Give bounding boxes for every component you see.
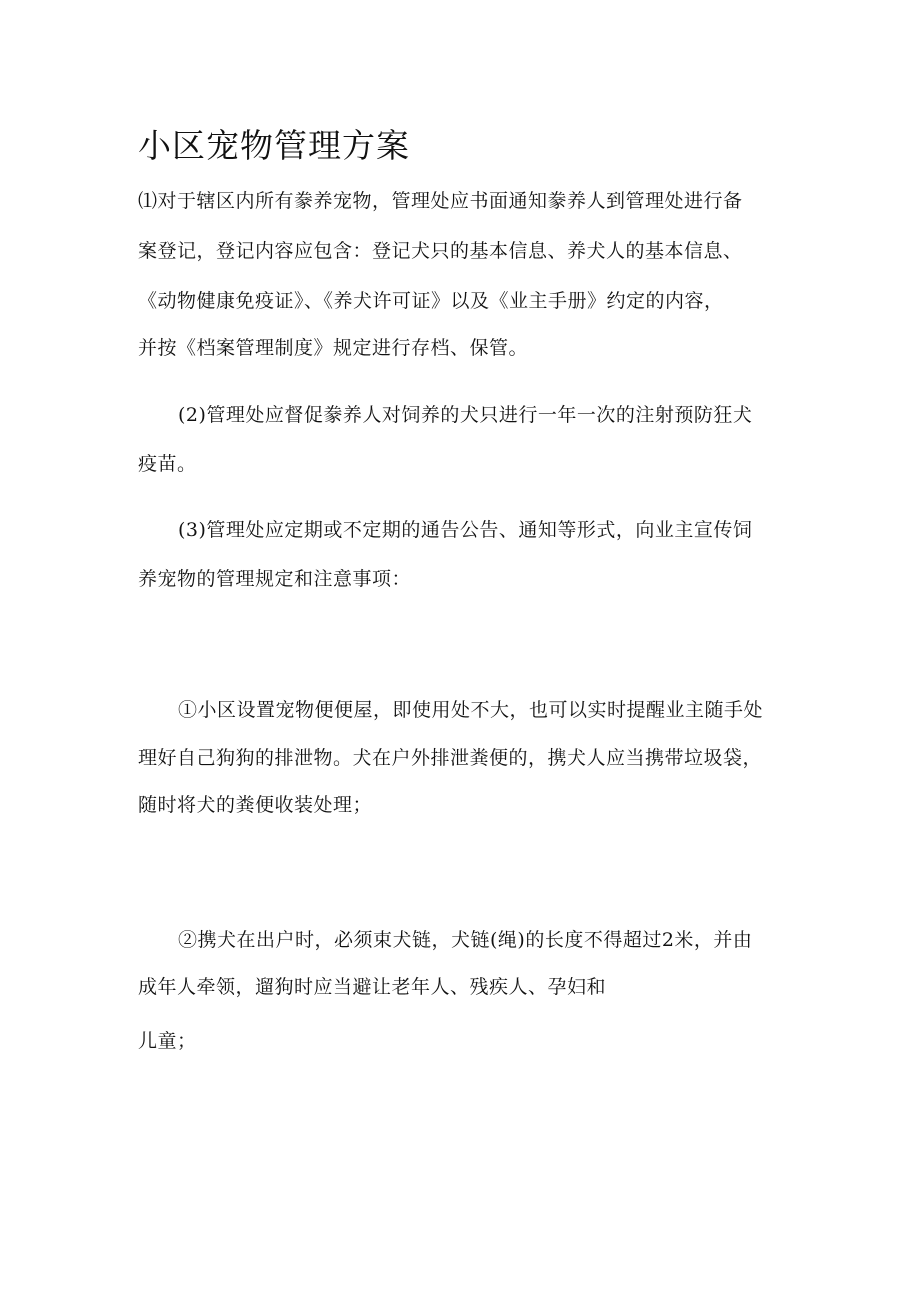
paragraph-1-line-1: ⑴对于辖区内所有豢养宠物，管理处应书面通知豢养人到管理处进行备 — [138, 190, 743, 212]
paragraph-2-line-2: 疫苗。 — [138, 453, 197, 475]
paragraph-5-line-1: ②携犬在出户时，必须束犬链，犬链(绳)的长度不得超过2米，并由 — [178, 929, 753, 951]
paragraph-5-line-3: 儿童； — [138, 1030, 197, 1052]
paragraph-1-line-3: 《动物健康免疫证》、《养犬许可证》以及《业主手册》约定的内容， — [138, 290, 724, 312]
paragraph-4-line-3: 随时将犬的粪便收装处理； — [138, 794, 373, 816]
paragraph-3-line-1: (3)管理处应定期或不定期的通告公告、通知等形式，向业主宣传饲 — [178, 519, 753, 541]
document-title: 小区宠物管理方案 — [138, 126, 410, 165]
paragraph-2-line-1: (2)管理处应督促豢养人对饲养的犬只进行一年一次的注射预防狂犬 — [178, 404, 753, 426]
paragraph-1-line-2: 案登记，登记内容应包含：登记犬只的基本信息、养犬人的基本信息、 — [138, 240, 743, 262]
paragraph-4-line-1: ①小区设置宠物便便屋，即使用处不大，也可以实时提醒业主随手处 — [178, 699, 764, 721]
paragraph-3-line-2: 养宠物的管理规定和注意事项： — [138, 568, 412, 590]
paragraph-5-line-2: 成年人牵领，遛狗时应当避让老年人、残疾人、孕妇和 — [138, 976, 607, 998]
paragraph-1-line-4: 并按《档案管理制度》规定进行存档、保管。 — [138, 337, 529, 359]
paragraph-4-line-2: 理好自己狗狗的排泄物。犬在户外排泄粪便的，携犬人应当携带垃圾袋， — [138, 747, 763, 769]
